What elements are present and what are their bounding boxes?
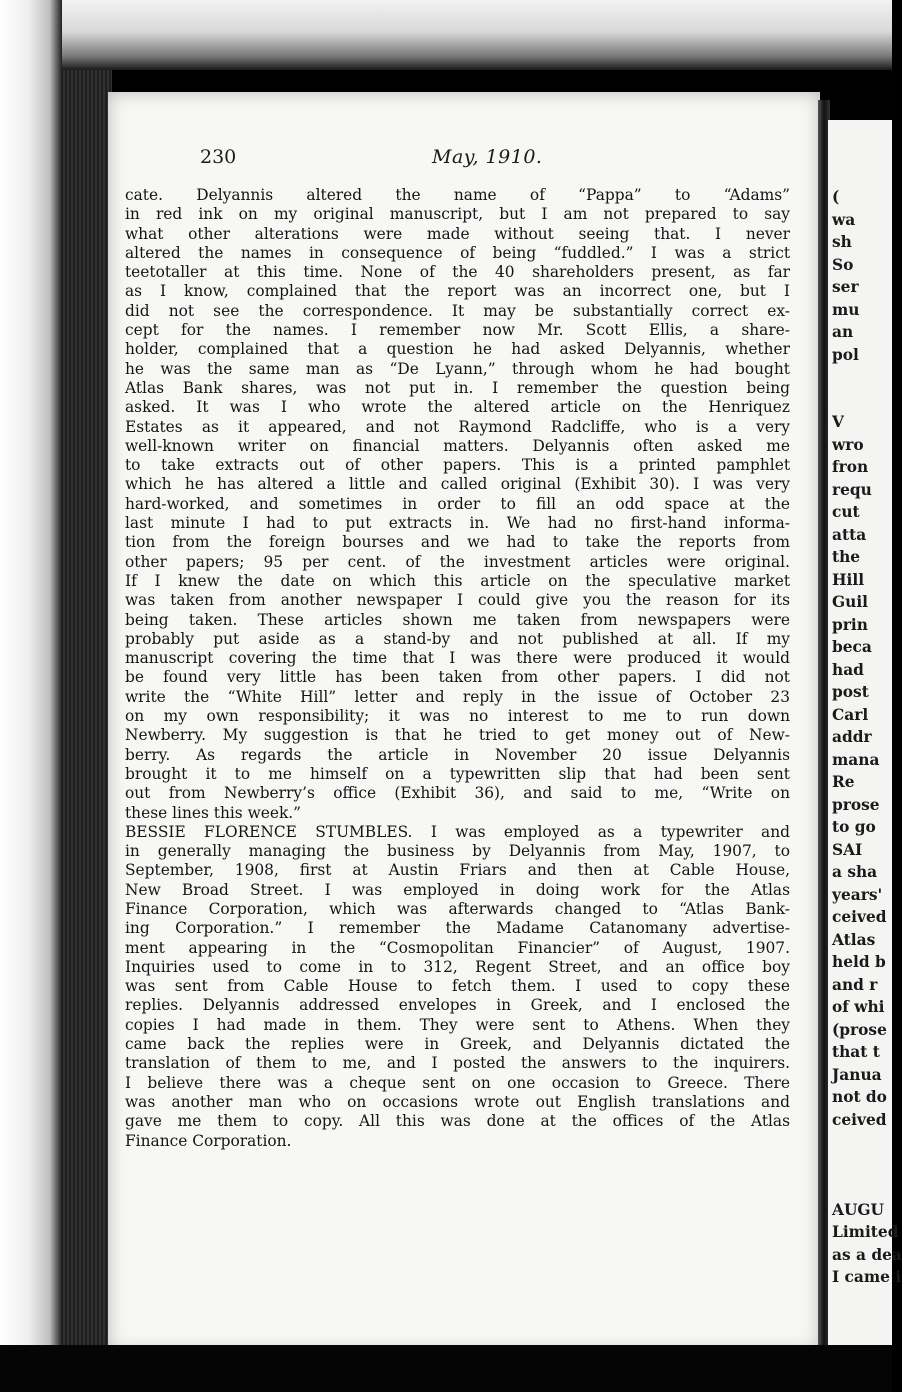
text-line: New Broad Street. I was employed in doing work for the Atlas <box>125 880 790 899</box>
text-line: September, 1908, first at Austin Friars and then at Cable House, <box>125 861 790 880</box>
adjacent-page-fragment: wa <box>832 210 856 229</box>
text-line: came back the replies were in Greek, and Delyannis dictated the <box>125 1035 790 1054</box>
adjacent-page-fragment: pol <box>832 345 859 364</box>
adjacent-page-fragment: ser <box>832 278 859 296</box>
text-line: teetotaller at this time. None of the 40 shareholders present, as far <box>125 263 790 282</box>
scan-top-edge <box>0 0 892 70</box>
text-line: these lines this week.” <box>125 803 302 822</box>
adjacent-page-fragment: sh <box>832 233 852 251</box>
text-line: replies. Delyannis addressed envelopes in Greek, and I enclosed the <box>125 996 790 1015</box>
adjacent-page-fragment: to go <box>832 818 876 836</box>
text-line: cept for the names. I remember now Mr. Scott Ellis, a share- <box>125 321 790 340</box>
text-line: was sent from Cable House to fetch them. I used to copy these <box>125 977 790 996</box>
text-line: Estates as it appeared, and not Raymond Radcliffe, who is a very <box>125 417 790 436</box>
text-line: did not see the correspondence. It may be substantially correct ex- <box>125 301 790 320</box>
text-line: copies I had made in them. They were sent to Athens. When they <box>125 1015 790 1034</box>
text-line: probably put aside as a stand-by and not published at all. If my <box>125 629 790 648</box>
text-line: manuscript covering the time that I was there were produced it would <box>125 649 790 668</box>
text-line: altered the names in consequence of being “fuddled.” I was a strict <box>125 243 790 262</box>
text-line: I believe there was a cheque sent on one occasion to Greece. There <box>125 1073 790 1092</box>
adjacent-page-fragment: an <box>832 323 854 341</box>
text-line: write the “White Hill” letter and reply in the issue of October 23 <box>125 687 790 706</box>
adjacent-page-fragment <box>832 366 892 389</box>
text-line: be found very little has been taken from other papers. I did not <box>125 668 790 687</box>
text-line: other papers; 95 per cent. of the investment articles were original. <box>125 552 790 571</box>
adjacent-page-fragment: and r <box>832 975 878 994</box>
adjacent-page-fragment: SAI <box>832 840 863 859</box>
adjacent-page-fragment: not do <box>832 1088 887 1106</box>
scan-bottom-edge <box>0 1345 892 1392</box>
body-text <box>125 186 790 1151</box>
adjacent-page-fragment <box>832 389 892 412</box>
adjacent-page-fragment: prin <box>832 615 868 634</box>
adjacent-page-fragment: ceived <box>832 1110 887 1129</box>
adjacent-page-fragment: (prose <box>832 1020 887 1039</box>
adjacent-page-fragment: that t <box>832 1043 880 1061</box>
text-line: Inquiries used to come in to 312, Regent Street, and an office boy <box>125 957 790 976</box>
adjacent-page-fragment <box>832 1154 892 1177</box>
adjacent-page-fragment: requ <box>832 480 872 499</box>
adjacent-page-fragment: prose <box>832 795 880 814</box>
adjacent-page-text <box>832 186 902 1289</box>
adjacent-page-fragment: Carl <box>832 705 869 724</box>
text-line: Finance Corporation. <box>125 1131 292 1150</box>
text-line: being taken. These articles shown me taken from newspapers were <box>125 610 790 629</box>
text-line: Newberry. My suggestion is that he tried to get money out of New- <box>125 726 790 745</box>
adjacent-page-fragment: as a dea <box>832 1245 902 1264</box>
text-line: ing Corporation.” I remember the Madame Catanomany advertise- <box>125 919 790 938</box>
adjacent-page-fragment: a sha <box>832 863 878 881</box>
adjacent-page-fragment: the <box>832 548 861 566</box>
text-line: holder, complained that a question he had asked Delyannis, whether <box>125 340 790 359</box>
adjacent-page-fragment: had <box>832 660 864 679</box>
text-line: was taken from another newspaper I could give you the reason for its <box>125 591 790 610</box>
adjacent-page-fragment: mu <box>832 300 860 319</box>
scan-left-edge <box>0 0 62 1392</box>
text-line: berry. As regards the article in November 20 issue Delyannis <box>125 745 790 764</box>
adjacent-page-fragment: mana <box>832 750 880 769</box>
adjacent-page-fragment: Re <box>832 773 855 791</box>
text-line: out from Newberry’s office (Exhibit 36), and said to me, “Write on <box>125 784 790 803</box>
adjacent-page-fragment: cut <box>832 503 860 521</box>
text-line: translation of them to me, and I posted the answers to the inquirers. <box>125 1054 790 1073</box>
adjacent-page-fragment: wro <box>832 435 864 454</box>
text-line: tion from the foreign bourses and we had to take the reports from <box>125 533 790 552</box>
page-number: 230 <box>200 146 237 168</box>
adjacent-page-fragment: Atlas <box>832 930 876 949</box>
text-line: on my own responsibility; it was no interest to me to run down <box>125 707 790 726</box>
adjacent-page-fragment: Limited <box>832 1223 899 1241</box>
adjacent-page-fragment: held b <box>832 953 886 971</box>
text-line: If I knew the date on which this article on the speculative market <box>125 571 790 590</box>
book-page-edges <box>62 70 112 1350</box>
adjacent-page-fragment: V <box>832 413 844 431</box>
adjacent-page-fragment: years' <box>832 885 883 904</box>
text-line: in generally managing the business by Delyannis from May, 1907, to <box>125 842 790 861</box>
adjacent-page-fragment: Guil <box>832 593 869 611</box>
text-line: was another man who on occasions wrote out English translations and <box>125 1092 790 1111</box>
adjacent-page-fragment: of whi <box>832 998 885 1016</box>
adjacent-page-fragment <box>832 1131 892 1154</box>
adjacent-page-fragment <box>832 1176 892 1199</box>
adjacent-page-fragment: ceived <box>832 908 887 926</box>
text-line: to take extracts out of other papers. This is a printed pamphlet <box>125 456 790 475</box>
adjacent-page-fragment: atta <box>832 525 867 544</box>
text-line: BESSIE FLORENCE STUMBLES. I was employed as a typewriter and <box>125 822 790 841</box>
text-line: in red ink on my original manuscript, but I am not prepared to say <box>125 205 790 224</box>
text-line: well-known writer on financial matters. Delyannis often asked me <box>125 436 790 455</box>
adjacent-page-fragment: post <box>832 683 869 701</box>
adjacent-page-fragment: I came i <box>832 1268 902 1286</box>
text-line: cate. Delyannis altered the name of “Pappa” to “Adams” <box>125 186 790 204</box>
adjacent-page-fragment: fron <box>832 458 869 476</box>
text-line: gave me them to copy. All this was done at the offices of the Atlas <box>125 1112 790 1131</box>
text-line: hard-worked, and sometimes in order to fill an odd space at the <box>125 494 790 513</box>
text-line: Atlas Bank shares, was not put in. I remember the question being <box>125 378 790 397</box>
adjacent-page-fragment: Hill <box>832 570 865 589</box>
text-line: Finance Corporation, which was afterwards changed to “Atlas Bank- <box>125 899 790 918</box>
adjacent-page-fragment: AUGU <box>832 1200 884 1219</box>
adjacent-page-fragment: beca <box>832 638 872 656</box>
adjacent-page-fragment: ( <box>832 188 840 206</box>
text-line: as I know, complained that the report was an incorrect one, but I <box>125 282 790 301</box>
text-line: last minute I had to put extracts in. We had no first-hand informa- <box>125 514 790 533</box>
text-line: asked. It was I who wrote the altered article on the Henriquez <box>125 398 790 417</box>
text-line: ment appearing in the “Cosmopolitan Financier” of August, 1907. <box>125 938 790 957</box>
adjacent-page-fragment: So <box>832 255 854 274</box>
text-line: what other alterations were made without seeing that. I never <box>125 224 790 243</box>
adjacent-page-fragment: addr <box>832 728 872 746</box>
text-line: brought it to me himself on a typewritten slip that had been sent <box>125 764 790 783</box>
adjacent-page-fragment: Janua <box>832 1065 882 1084</box>
text-line: he was the same man as “De Lyann,” through whom he had bought <box>125 359 790 378</box>
running-head: May, 1910. <box>432 146 543 168</box>
text-line: which he has altered a little and called original (Exhibit 30). I was very <box>125 475 790 494</box>
